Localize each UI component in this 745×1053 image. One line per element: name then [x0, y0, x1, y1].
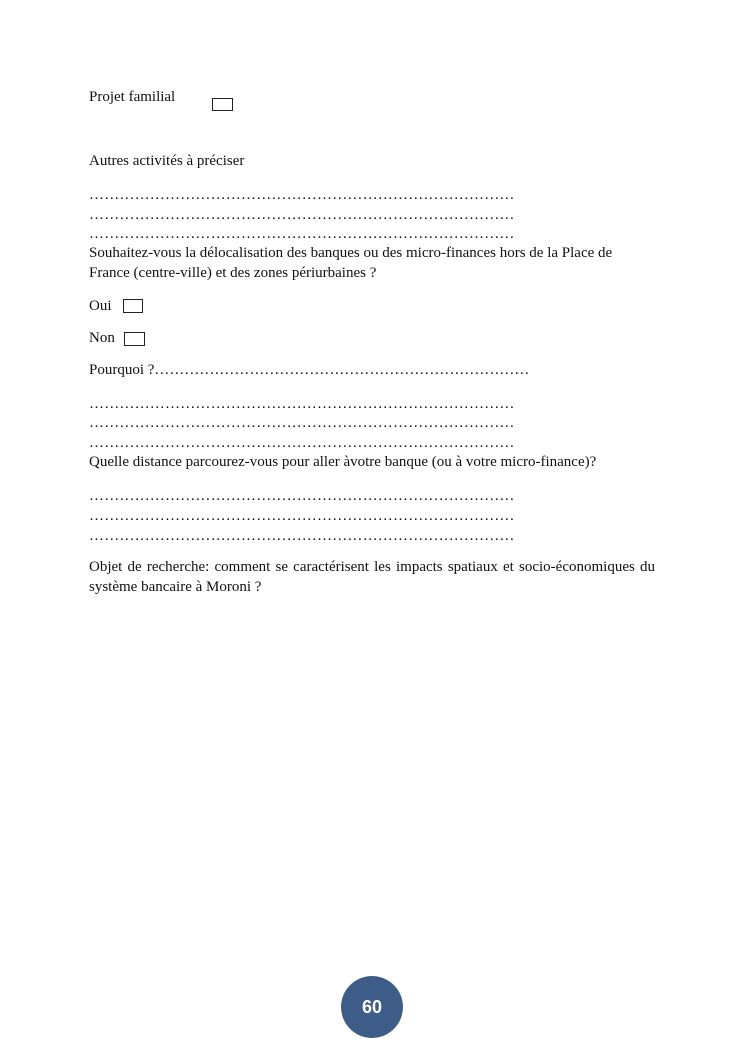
answer-line[interactable]: ………………………………………………………………………… [89, 528, 515, 544]
projet-familial-checkbox[interactable] [212, 98, 233, 111]
autres-activites-label: Autres activités à préciser [89, 153, 245, 169]
answer-line[interactable]: ………………………………………………………………………… [89, 488, 515, 504]
answer-line[interactable]: ………………………………………………………………………… [89, 415, 515, 431]
oui-checkbox[interactable] [123, 299, 143, 313]
answer-line[interactable]: ………………………………………………………………………… [89, 187, 515, 203]
answer-line[interactable]: ………………………………………………………………………… [89, 396, 515, 412]
non-label: Non [89, 330, 115, 346]
answer-line[interactable]: ………………………………………………………………………… [89, 207, 515, 223]
question-delocalisation-line2: France (centre-ville) et des zones périurbaines ? [89, 265, 377, 281]
question-distance: Quelle distance parcourez-vous pour aller àvotre banque (ou à votre micro-finance)? [89, 454, 597, 470]
answer-line[interactable]: ………………………………………………………………………… [89, 226, 515, 242]
non-checkbox[interactable] [124, 332, 145, 346]
oui-label: Oui [89, 298, 112, 314]
page-number-badge: 60 [341, 976, 403, 1038]
answer-line[interactable]: ………………………………………………………………………… [89, 435, 515, 451]
question-delocalisation-line1: Souhaitez-vous la délocalisation des banques ou des micro-finances hors de la Place de [89, 245, 613, 261]
answer-line[interactable]: ………………………………………………………………………… [89, 508, 515, 524]
pourquoi-label[interactable]: Pourquoi ?………………………………………………………………… [89, 362, 530, 378]
projet-familial-label: Projet familial [89, 89, 176, 105]
objet-recherche-paragraph: Objet de recherche: comment se caractérisent les impacts spatiaux et socio-économiques du système bancaire à Moroni ? [89, 559, 655, 595]
